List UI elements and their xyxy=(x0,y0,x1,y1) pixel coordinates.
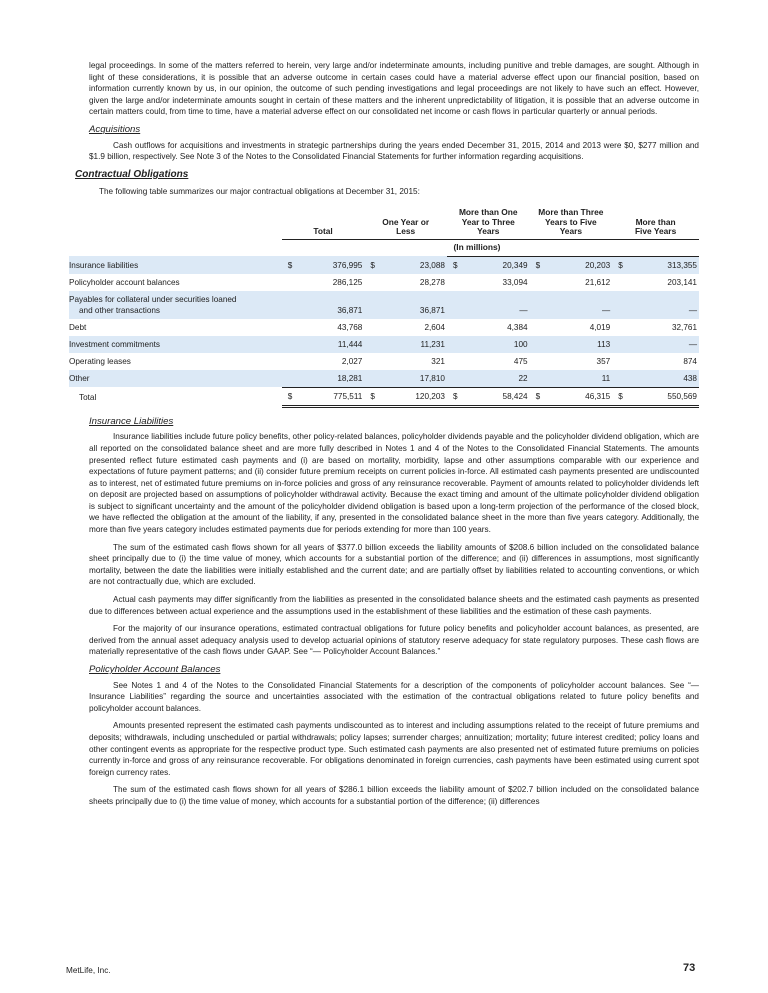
insurance-paragraph-3: Actual cash payments may differ significantly from the liabilities as presented in the consolidated balance sheets and the estimated cash payments as presented due to differences between actual experience and the assumptions used in the establishment of these liabilities and the estimation of these cash payments. xyxy=(89,595,699,616)
contractual-obligations-heading: Contractual Obligations xyxy=(75,168,189,180)
table-header-row xyxy=(69,208,699,239)
table-row: Investment commitments 11,444 11,231 100 113 — xyxy=(69,336,699,353)
acquisitions-heading: Acquisitions xyxy=(89,123,141,135)
contractual-intro: The following table summarizes our major contractual obligations at December 31, 2015: xyxy=(99,187,420,197)
acquisitions-paragraph: Cash outflows for acquisitions and investments in strategic partnerships during the years ended December 31, 2015, 2014 and 2013 were $0, $277 million and $1.9 billion, respectively. See Note 3 of the Notes to the Consolidated Financial Statements for further information regarding acquisitions. xyxy=(89,140,699,162)
units-label: (In millions) xyxy=(447,239,699,256)
pab-paragraph-2: Amounts presented represent the estimated cash payments undiscounted as to interest and including assumptions related to the receipt of future premiums and deposits; withdrawals, including unscheduled or partial withdrawals; policy lapses; surrender charges; annuitization; mortality; future interest credited; policy loans and other contingent events as appropriate for the respective product type. Such estimated cash payments are also presented net of estimated future premiums on policies currently in-force and gross of any reinsurance recoverable. For obligations denominated in foreign currencies, cash payments have been estimated using current spot foreign currency rates. xyxy=(89,721,699,777)
table-row: Policyholder account balances 286,125 28,278 33,094 21,612 203,141 xyxy=(69,277,697,287)
table-total-row: Total $ 775,511 $ 120,203 $ 58,424 $ 46,315 $ 550,569 xyxy=(69,387,699,406)
pab-paragraph-1: See Notes 1 and 4 of the Notes to the Consolidated Financial Statements for a description of the components of policyholder account balances. See “— Insurance Liabilities” regarding the source and uncertainties associated with the estimation of the contractual obligations related to future policy benefits and policyholder account balances. xyxy=(89,680,699,713)
pab-paragraph-3: The sum of the estimated cash flows shown for all years of $286.1 billion exceeds the liability amount of $202.7 billion included on the consolidated balance sheets principally due to (i) the time value of money, which accounts for a substantial portion of the difference; (ii) differences xyxy=(89,785,699,806)
insurance-paragraph-2: The sum of the estimated cash flows shown for all years of $377.0 billion exceeds the liability amounts of $208.6 billion included on the consolidated balance sheet principally due to (i) the time value of money, which accounts for a substantial portion of the difference; and (ii) differences in assumptions, most significantly mortality, between the date the liabilities were initially established and the current date; and are partially offset by liabilities related to accounting conventions, or which are not contractually due, which are excluded. xyxy=(89,542,699,587)
insurance-liabilities-heading: Insurance Liabilities xyxy=(89,415,174,427)
document-page xyxy=(69,60,699,814)
insurance-paragraph-1: Insurance liabilities include future policy benefits, other policy-related balances, policyholder dividends payable and the policyholder dividend obligation, which are all reported on the consolidated balance sheet and are more fully described in Notes 1 and 4 of the Notes to the Consolidated Financial Statements. The amounts presented reflect future estimated cash payments and (i) are based on mortality, morbidity, lapse and other assumptions comparable with our experience and expectations of future payment patterns; and (ii) consider future premium receipts on current policies in-force. All estimated cash payments presented are undiscounted as to interest, net of estimated future premiums on in-force policies and gross of any reinsurance recoverable. Payment of amounts related to policyholder dividends left on deposit are projected based on assumptions of policyholder withdrawal activity. Because the exact timing and amount of the ultimate policyholder dividend obligation is subject to significant uncertainty and the amount of the policyholder dividend obligation is based upon a long-term projection of the performance of the closed block, we have reflected the obligation at the amount of the liability, if any, presented in the consolidated balance sheet in the more than five years category. Additionally, the more than five years category includes estimated payments due for periods extending for more than 100 years. xyxy=(89,432,699,535)
col-header-one-to-three: More than One Year to Three Years xyxy=(447,208,530,239)
policyholder-account-balances-heading: Policyholder Account Balances xyxy=(89,664,221,675)
legal-proceedings-paragraph: legal proceedings. In some of the matters referred to herein, very large and/or indeterminate amounts, including punitive and treble damages, are sought. Although in light of these considerations, it is possible that an adverse outcome in certain cases could have a material adverse effect upon our financial position, based on information currently known by us, in our opinion, the outcome of such pending investigations and legal proceedings are not likely to have such an effect. However, given the large and/or indeterminate amounts sought in certain of these matters and the inherent unpredictability of litigation, it is possible that an adverse outcome in certain matters could, from time to time, have a material adverse effect on our consolidated net income or cash flows in particular quarterly or annual periods. xyxy=(89,61,699,117)
table-row: Operating leases 2,027 321 475 357 874 xyxy=(69,356,697,366)
footer-company: MetLife, Inc. xyxy=(66,966,111,975)
page-number: 73 xyxy=(683,962,696,974)
col-header-total: Total xyxy=(282,208,365,239)
table-row: Insurance liabilities $ 376,995 $ 23,088 $ 20,349 $ 20,203 $ 313,355 xyxy=(69,256,699,274)
table-row: Other 18,281 17,810 22 11 438 xyxy=(69,370,699,388)
table-units-row xyxy=(69,239,699,256)
table-row: Debt 43,768 2,604 4,384 4,019 32,761 xyxy=(69,322,697,332)
col-header-five-plus: More than Five Years xyxy=(612,208,699,239)
table-row: Payables for collateral under securities loaned and other transactions 36,871 36,871 — — — xyxy=(69,291,699,319)
col-header-three-to-five: More than Three Years to Five Years xyxy=(530,208,613,239)
col-header-one-year: One Year or Less xyxy=(364,208,447,239)
insurance-paragraph-4: For the majority of our insurance operations, estimated contractual obligations for future policy benefits and policyholder account balances, as presented, are derived from the annual asset adequacy analysis used to develop actuarial opinions of statutory reserve adequacy for state regulatory purposes. These cash flows are materially representative of the cash flows under GAAP. See “— Policyholder Account Balances.” xyxy=(89,624,699,657)
contractual-obligations-table xyxy=(69,208,699,408)
